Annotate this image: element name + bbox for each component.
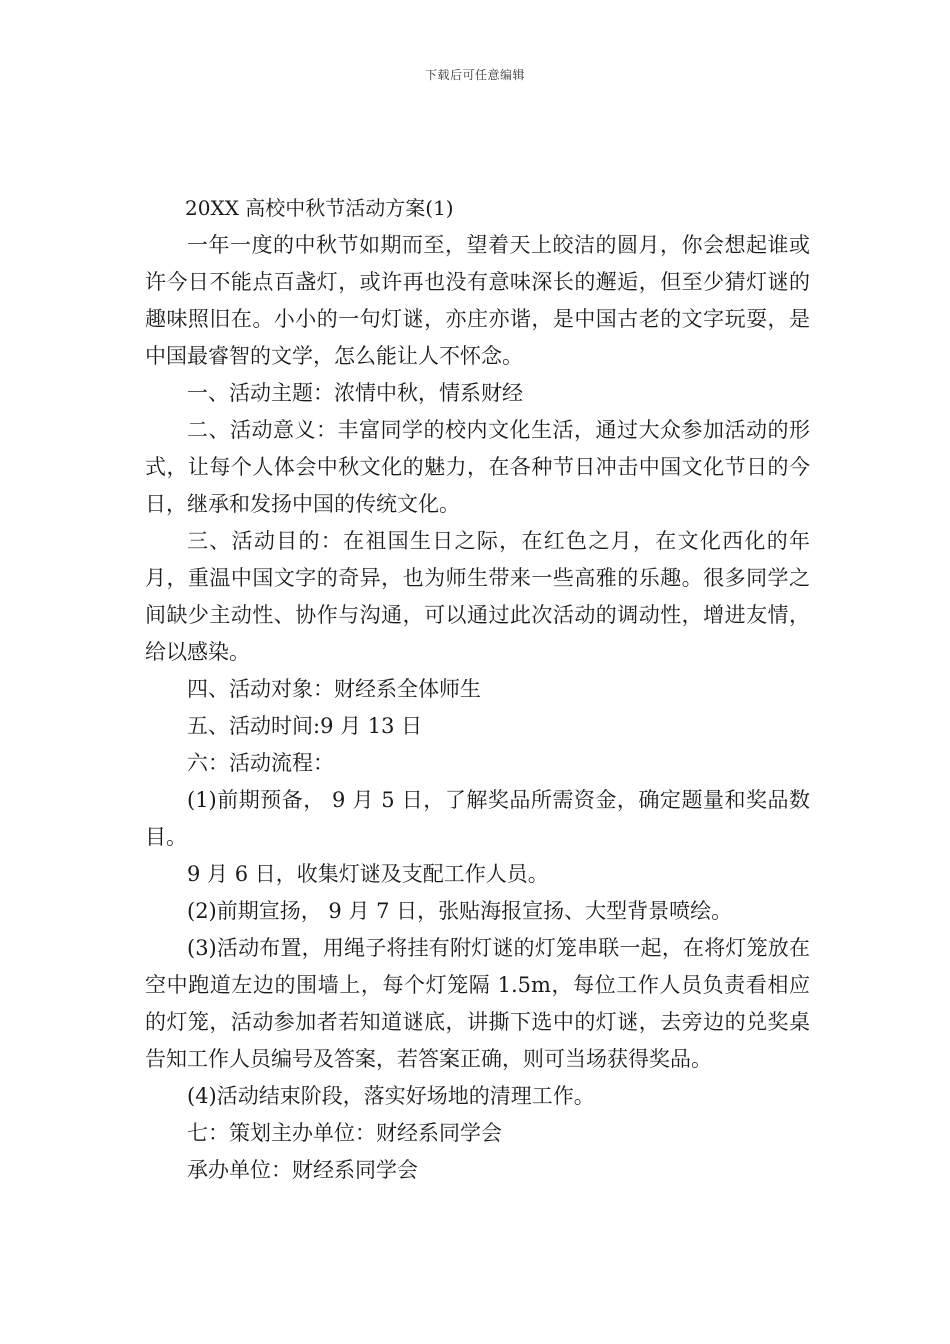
paragraph-organizer: 七：策划主办单位：财经系同学会 xyxy=(187,1121,502,1145)
paragraph-step-2: (2)前期宣扬， 9 月 7 日，张贴海报宣扬、大型背景喷绘。 xyxy=(187,899,733,923)
paragraph-audience: 四、活动对象：财经系全体师生 xyxy=(187,677,481,701)
paragraph-step-3: (3)活动布置，用绳子将挂有附灯谜的灯笼串联一起，在将灯笼放在空中跑道左边的围墙上，每个灯笼隔 1.5m，每位工作人员负责看相应的灯笼，活动参加者若知道谜底，讲撕下选中的灯谜，去旁边的兑奖桌告知工作人员编号及答案，若答案正确，则可当场获得奖品。 xyxy=(145,936,810,1071)
document-body xyxy=(145,190,810,1189)
document-title: 20XX 高校中秋节活动方案(1) xyxy=(185,196,454,220)
paragraph-time: 五、活动时间:9 月 13 日 xyxy=(187,714,423,738)
paragraph-host: 承办单位：财经系同学会 xyxy=(187,1158,418,1182)
paragraph-purpose: 三、活动目的：在祖国生日之际，在红色之月，在文化西化的年月，重温中国文字的奇异，也为师生带来一些高雅的乐趣。很多同学之间缺少主动性、协作与沟通，可以通过此次活动的调动性，增进友情，给以感染。 xyxy=(145,529,810,664)
paragraph-step-1b: 9 月 6 日，收集灯谜及支配工作人员。 xyxy=(187,862,549,886)
paragraph-significance: 二、活动意义：丰富同学的校内文化生活，通过大众参加活动的形式，让每个人体会中秋文化的魅力，在各种节日冲击中国文化节日的今日，继承和发扬中国的传统文化。 xyxy=(145,418,810,516)
paragraph-step-1: (1)前期预备， 9 月 5 日，了解奖品所需资金，确定题量和奖品数目。 xyxy=(145,788,810,849)
paragraph-process-heading: 六：活动流程： xyxy=(187,751,334,775)
paragraph-theme: 一、活动主题：浓情中秋，情系财经 xyxy=(187,381,523,405)
paragraph-step-4: (4)活动结束阶段，落实好场地的清理工作。 xyxy=(187,1084,595,1108)
page-header: 下载后可任意编辑 xyxy=(424,68,525,82)
paragraph-intro: 一年一度的中秋节如期而至，望着天上皎洁的圆月，你会想起谁或许今日不能点百盏灯，或许再也没有意味深长的邂逅，但至少猜灯谜的趣味照旧在。小小的一句灯谜，亦庄亦谐，是中国古老的文字玩耍，是中国最睿智的文学，怎么能让人不怀念。 xyxy=(145,233,810,368)
